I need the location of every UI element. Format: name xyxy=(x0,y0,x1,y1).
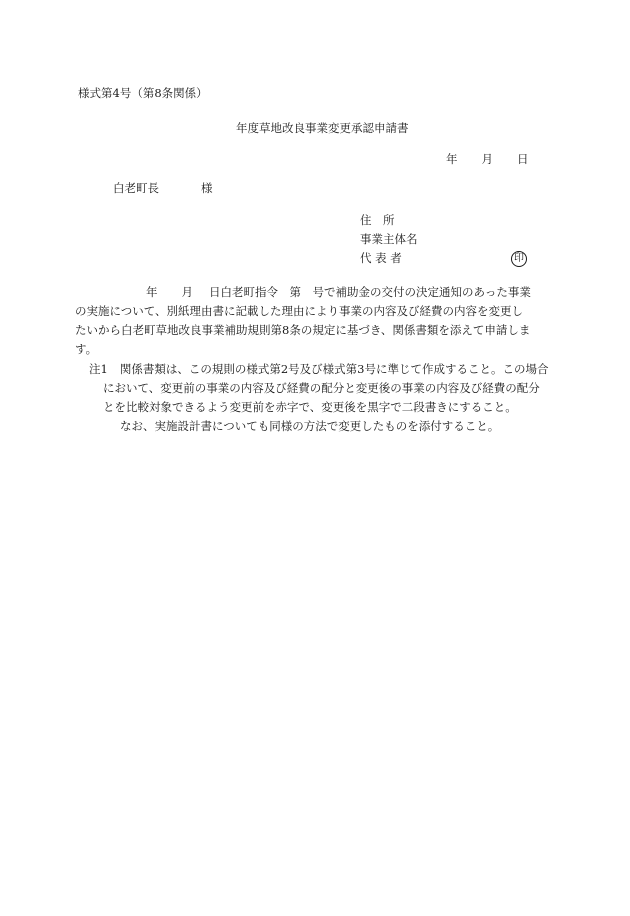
date-month: 月 xyxy=(481,152,493,166)
note-label: 注1 xyxy=(89,362,108,376)
applicant-address-label: 住 所 xyxy=(360,213,395,227)
form-number: 様式第4号（第8条関係） xyxy=(78,86,208,100)
applicant-entity-label: 事業主体名 xyxy=(360,232,418,246)
addressee-name: 白老町長 xyxy=(113,181,159,195)
body-year: 年 xyxy=(146,285,158,299)
addressee xyxy=(113,183,213,195)
applicant-representative-label: 代 表 者 xyxy=(360,251,402,265)
note-text-1: 関係書類は、この規則の様式第2号及び様式第3号に準じて作成すること。この場合 xyxy=(119,362,549,376)
note-line-3: とを比較対象できるよう変更前を赤字で、変更後を黒字で二段書きにすること。 xyxy=(103,400,517,414)
date-year: 年 xyxy=(446,152,458,166)
note-line-2: において、変更前の事業の内容及び経費の配分と変更後の事業の内容及び経費の配分 xyxy=(103,381,540,395)
seal-icon: 印 xyxy=(511,251,527,267)
addressee-honorific: 様 xyxy=(201,181,213,195)
date-line xyxy=(446,154,529,166)
seal-mark xyxy=(511,251,527,267)
note-line-1 xyxy=(89,364,548,376)
body-line-4: す。 xyxy=(75,342,98,356)
body-line-3: たいから白老町草地改良事業補助規則第8条の規定に基づき、関係書類を添えて申請しま xyxy=(75,323,531,337)
body-line-1 xyxy=(146,287,531,299)
note-line-4: なお、実施設計書についても同様の方法で変更したものを添付すること。 xyxy=(120,419,500,433)
body-line-2: の実施について、別紙理由書に記載した理由により事業の内容及び経費の内容を変更し xyxy=(75,304,524,318)
body-month: 月 xyxy=(181,285,193,299)
document-title: 年度草地改良事業変更承認申請書 xyxy=(236,121,409,135)
date-day: 日 xyxy=(517,152,529,166)
body-rest: 日白老町指令 第 号で補助金の交付の決定通知のあった事業 xyxy=(209,285,531,299)
